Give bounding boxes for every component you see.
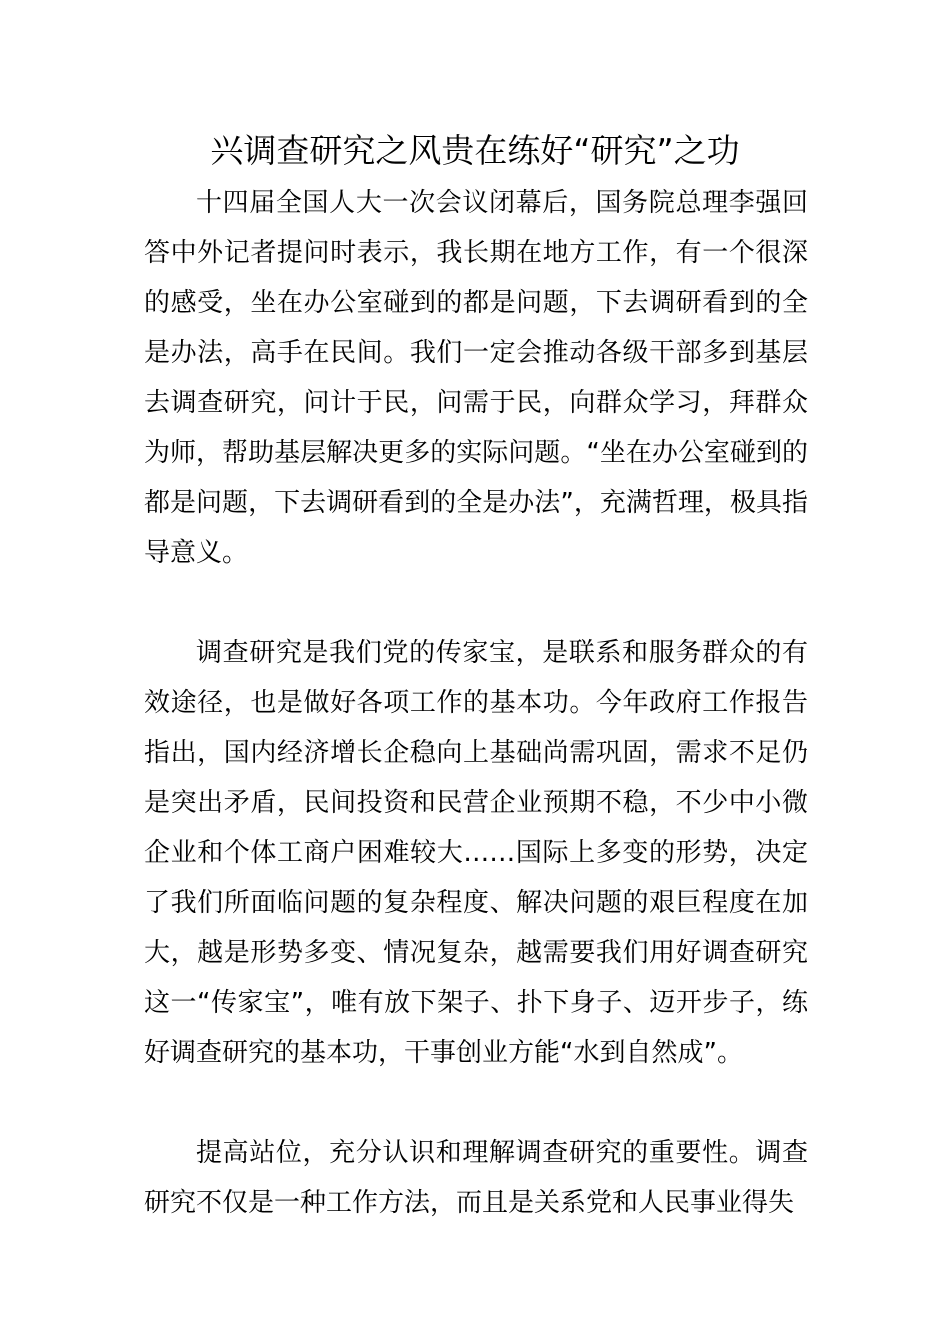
paragraph-1: 十四届全国人大一次会议闭幕后，国务院总理李强回答中外记者提问时表示，我长期在地方工作，有一个很深的感受，坐在办公室碰到的都是问题，下去调研看到的全是办法，高手在民间。我们一定会推动各级干部多到基层去调查研究，问计于民，问需于民，向群众学习，拜群众为师，帮助基层解决更多的实际问题。“坐在办公室碰到的都是问题，下去调研看到的全是办法”，充满哲理，极具指导意义。 [144,188,808,568]
document-body [144,178,808,1228]
paragraph-2: 调查研究是我们党的传家宝，是联系和服务群众的有效途径，也是做好各项工作的基本功。今年政府工作报告指出，国内经济增长企稳向上基础尚需巩固，需求不足仍是突出矛盾，民间投资和民营企业预期不稳，不少中小微企业和个体工商户困难较大……国际上多变的形势，决定了我们所面临问题的复杂程度、解决问题的艰巨程度在加大，越是形势多变、情况复杂，越需要我们用好调查研究这一“传家宝”，唯有放下架子、扑下身子、迈开步子，练好调查研究的基本功，干事创业方能“水到自然成”。 [144,638,808,1068]
paragraph-3: 提高站位，充分认识和理解调查研究的重要性。调查研究不仅是一种工作方法，而且是关系党和人民事业得失 [144,1138,808,1218]
document-title: 兴调查研究之风贵在练好“研究”之功 [210,131,740,170]
paragraph-spacer [144,1078,808,1128]
paragraph-spacer [144,578,808,628]
